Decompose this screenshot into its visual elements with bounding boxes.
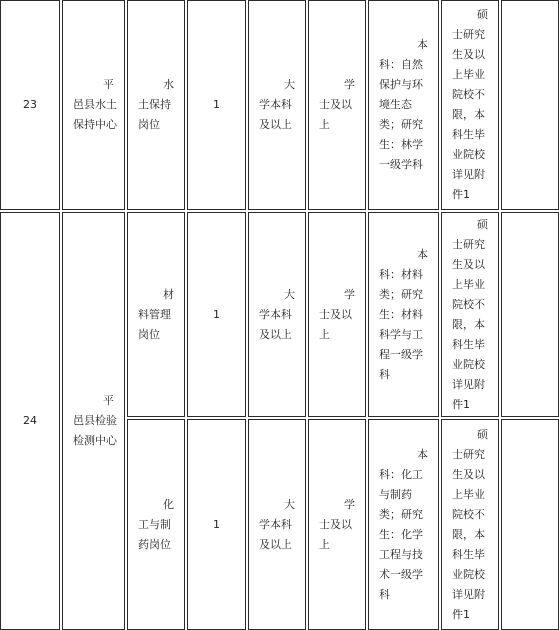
remark-cell	[501, 0, 559, 210]
major-cell	[368, 212, 439, 417]
other-requirements-cell	[441, 212, 499, 417]
unit-name-line: 邑县检验	[73, 414, 117, 427]
remark-cell	[501, 419, 559, 630]
other-requirements-cell	[441, 0, 499, 210]
major-cell	[368, 419, 439, 630]
post-name-line: 材	[163, 287, 174, 301]
major-line: 科：自然	[379, 58, 423, 71]
other-requirements-line: 上毕业	[452, 277, 485, 291]
degree-line: 上	[319, 327, 330, 341]
other-requirements-line: 限，本	[452, 317, 485, 331]
other-requirements-line: 业院校	[452, 148, 485, 161]
degree-line: 上	[319, 118, 330, 131]
post-name-line: 料管理	[138, 307, 171, 321]
other-requirements-line: 件1	[452, 397, 470, 411]
degree-line: 士及以	[319, 517, 352, 531]
post-name-line: 岗位	[138, 118, 160, 131]
major-cell	[368, 0, 439, 210]
other-requirements-line: 院校不	[452, 88, 485, 101]
post-name-cell	[127, 419, 185, 630]
education-line: 大	[284, 78, 295, 91]
education-line: 大	[284, 287, 295, 301]
other-requirements-line: 上毕业	[452, 68, 485, 81]
post-name-line: 化	[163, 497, 174, 511]
hiring-count: 1	[213, 98, 220, 111]
major-line: 本	[417, 247, 428, 261]
major-line: 本	[417, 447, 428, 461]
serial-number: 24	[23, 414, 37, 427]
other-requirements-line: 件1	[452, 607, 470, 621]
education-cell	[248, 0, 306, 210]
major-line: 生：材料	[379, 307, 423, 321]
unit-name-line: 检测中心	[73, 434, 117, 447]
hiring-count-cell	[187, 212, 246, 417]
other-requirements-line: 硕	[477, 217, 488, 231]
post-name-line: 水	[163, 78, 174, 91]
remark-cell	[501, 212, 559, 417]
major-line: 术一级学	[379, 567, 423, 581]
major-line: 与制药	[379, 487, 412, 501]
other-requirements-line: 生及以	[452, 48, 485, 61]
major-line: 工程与技	[379, 547, 423, 561]
unit-name-cell	[62, 0, 125, 210]
other-requirements-line: 科生毕	[452, 128, 485, 141]
major-line: 一级学科	[379, 158, 423, 171]
unit-name-cell	[62, 212, 125, 630]
education-line: 大	[284, 497, 295, 511]
post-name-cell	[127, 212, 185, 417]
major-line: 科：化工	[379, 467, 423, 481]
other-requirements-line: 限，本	[452, 108, 485, 121]
hiring-count: 1	[213, 517, 220, 531]
other-requirements-line: 限，本	[452, 527, 485, 541]
major-line: 科	[379, 367, 390, 381]
post-name-line: 工与制	[138, 517, 171, 531]
other-requirements-line: 科生毕	[452, 547, 485, 561]
degree-cell	[308, 212, 366, 417]
education-cell	[248, 419, 306, 630]
major-line: 类；研究	[379, 507, 423, 521]
education-line: 及以上	[259, 537, 292, 551]
unit-name-line: 平	[103, 78, 114, 91]
other-requirements-line: 上毕业	[452, 487, 485, 501]
hiring-count-cell	[187, 419, 246, 630]
other-requirements-line: 院校不	[452, 507, 485, 521]
post-name-line: 岗位	[138, 327, 160, 341]
post-name-line: 药岗位	[138, 537, 171, 551]
major-line: 类；研究	[379, 287, 423, 301]
degree-cell	[308, 0, 366, 210]
major-line: 生：林学	[379, 138, 423, 151]
degree-line: 士及以	[319, 307, 352, 321]
education-line: 学本科	[259, 517, 292, 531]
other-requirements-line: 硕	[477, 8, 488, 21]
education-cell	[248, 212, 306, 417]
degree-line: 学	[344, 497, 355, 511]
major-line: 生：化学	[379, 527, 423, 541]
other-requirements-line: 业院校	[452, 357, 485, 371]
table-row	[0, 212, 560, 630]
post-name-cell	[127, 0, 185, 210]
education-line: 及以上	[259, 327, 292, 341]
hiring-count-cell	[187, 0, 246, 210]
hiring-count: 1	[213, 307, 220, 321]
other-requirements-line: 详见附	[452, 587, 485, 601]
major-line: 保护与环	[379, 78, 423, 91]
degree-line: 士及以	[319, 98, 352, 111]
degree-cell	[308, 419, 366, 630]
major-line: 本	[417, 38, 428, 51]
other-requirements-cell	[441, 419, 499, 630]
education-line: 及以上	[259, 118, 292, 131]
other-requirements-line: 士研究	[452, 237, 485, 251]
other-requirements-line: 硕	[477, 427, 488, 441]
table-row	[0, 0, 560, 210]
serial-number-cell	[0, 0, 60, 210]
other-requirements-line: 科生毕	[452, 337, 485, 351]
major-line: 科学与工	[379, 327, 423, 341]
other-requirements-line: 生及以	[452, 257, 485, 271]
other-requirements-line: 士研究	[452, 28, 485, 41]
other-requirements-line: 件1	[452, 188, 470, 201]
other-requirements-line: 业院校	[452, 567, 485, 581]
degree-line: 学	[344, 287, 355, 301]
other-requirements-line: 详见附	[452, 168, 485, 181]
other-requirements-line: 详见附	[452, 377, 485, 391]
major-line: 类；研究	[379, 118, 423, 131]
serial-number-cell	[0, 212, 60, 630]
unit-name-line: 平	[103, 394, 114, 407]
major-line: 科	[379, 587, 390, 601]
unit-name-line: 邑县水土	[73, 98, 117, 111]
major-line: 科：材料	[379, 267, 423, 281]
other-requirements-line: 士研究	[452, 447, 485, 461]
major-line: 境生态	[379, 98, 412, 111]
degree-line: 上	[319, 537, 330, 551]
unit-name-line: 保持中心	[73, 118, 117, 131]
post-name-line: 土保持	[138, 98, 171, 111]
degree-line: 学	[344, 78, 355, 91]
education-line: 学本科	[259, 98, 292, 111]
other-requirements-line: 院校不	[452, 297, 485, 311]
education-line: 学本科	[259, 307, 292, 321]
other-requirements-line: 生及以	[452, 467, 485, 481]
serial-number: 23	[23, 98, 37, 111]
major-line: 程一级学	[379, 347, 423, 361]
